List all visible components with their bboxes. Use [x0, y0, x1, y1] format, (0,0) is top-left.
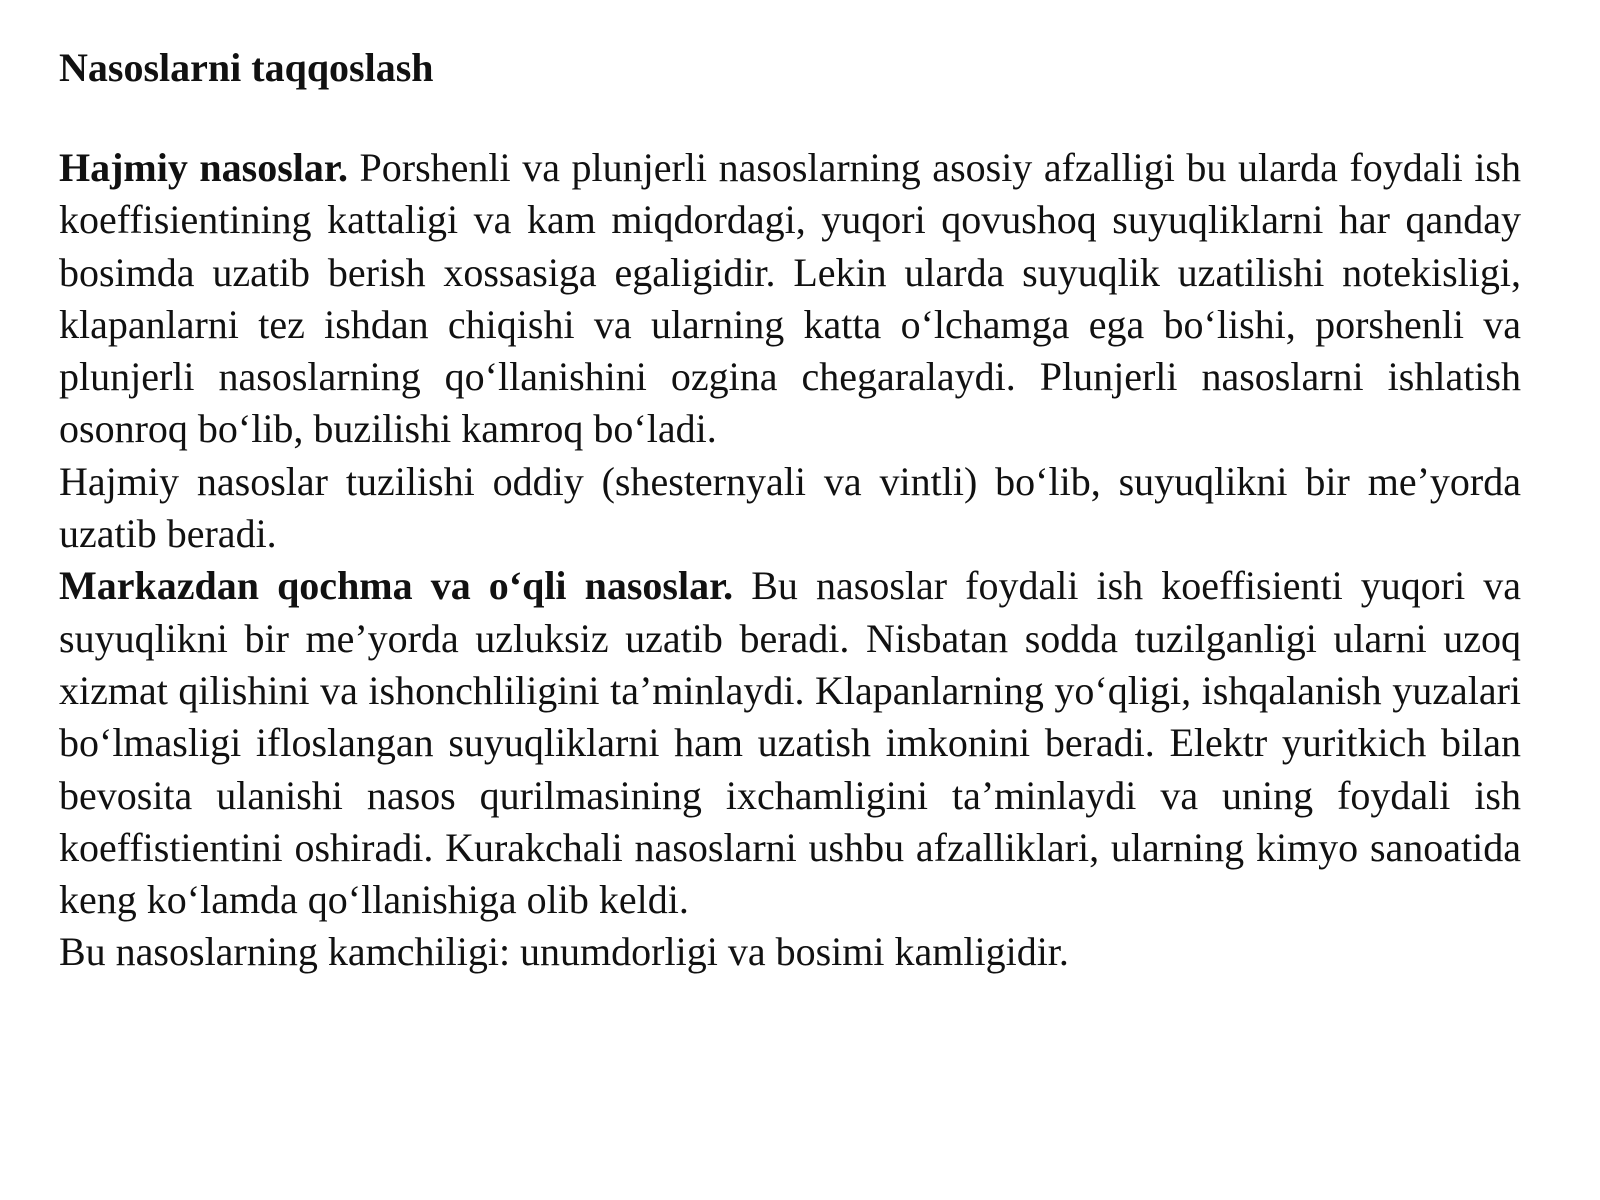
document-title: Nasoslarni taqqoslash: [59, 45, 434, 90]
document-page: [59, 38, 1521, 979]
paragraph-text: Bu nasoslar foydali ish koeffisienti yuqori va suyuqlikni bir me’yorda uzluksiz uzatib beradi. Nisbatan sodda tuzilganligi ularni uzoq xizmat qilishini va ishonchliligini ta’minlaydi. Klapanlarning yo‘qligi, ishqalanish yuzalari bo‘lmasligi ifloslangan suyuqliklarni ham uzatish imkonini beradi. Elektr yuritkich bilan bevosita ulanishi nasos qurilmasining ixchamligini ta’minlaydi va uning foydali ish koeffistientini oshiradi. Kurakchali nasoslarni ushbu afzalliklari, ularning kimyo sanoatida keng ko‘lamda qo‘llanishiga olib keldi.: [59, 563, 1521, 923]
paragraph-text: Hajmiy nasoslar tuzilishi oddiy (shesternyali va vintli) bo‘lib, suyuqlikni bir me’yorda uzatib beradi.: [59, 458, 1521, 557]
paragraph-text: Porshenli va plunjerli nasoslarning asosiy afzalligi bu ularda foydali ish koeffisientining kattaligi va kam miqdordagi, yuqori qovushoq suyuqliklarni har qanday bosimda uzatib berish xossasiga egaligidir. Lekin ularda suyuqlik uzatilishi notekisligi, klapanlarni tez ishdan chiqishi va ularning katta o‘lchamga ega bo‘lishi, porshenli va plunjerli nasoslarning qo‘llanishini ozgina chegaralaydi. Plunjerli nasoslarni ishlatish osonroq bo‘lib, buzilishi kamroq bo‘ladi.: [59, 145, 1521, 452]
paragraph-text: Bu nasoslarning kamchiligi: unumdorligi va bosimi kamligidir.: [59, 929, 1069, 975]
paragraph-centrifugal-pumps: [59, 560, 1521, 926]
paragraph-volumetric-structure: [59, 456, 1521, 561]
paragraph-lead: Hajmiy nasoslar.: [59, 145, 348, 190]
paragraph-lead: Markazdan qochma va o‘qli nasoslar.: [59, 563, 734, 609]
paragraph-disadvantages: [59, 926, 1521, 978]
paragraph-volumetric-pumps: [59, 142, 1521, 456]
